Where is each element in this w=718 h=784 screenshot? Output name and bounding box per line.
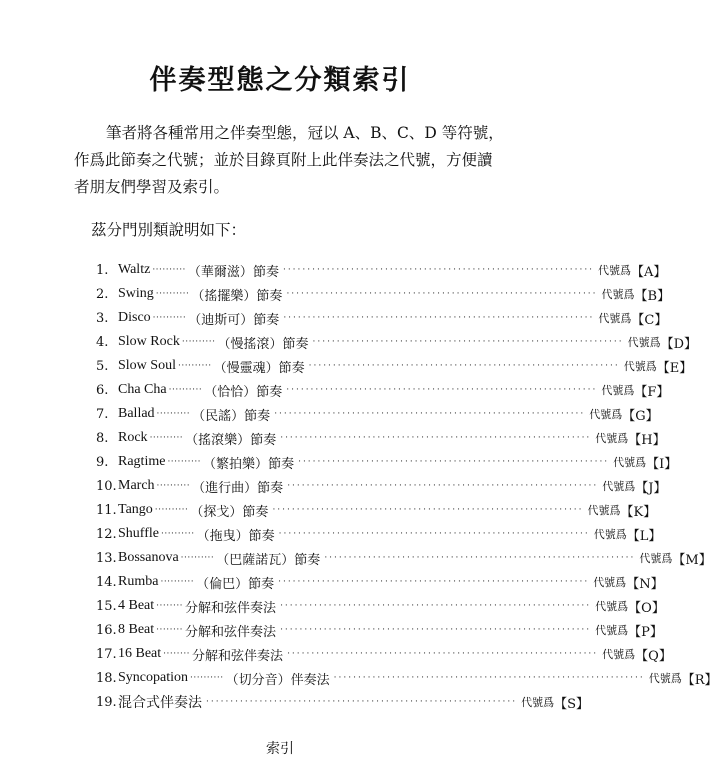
dot-leader: ·········· — [149, 433, 184, 443]
entry-name: March — [118, 478, 155, 493]
code-label: 代號爲 — [598, 264, 632, 277]
dot-leader: ································································ — [287, 481, 599, 491]
dot-leader: ·········· — [177, 361, 212, 371]
entry-style: 節奏 — [294, 552, 321, 568]
entry-number: 13. — [96, 550, 117, 566]
entry-number: 9. — [96, 454, 109, 470]
entry-name: 8 Beat — [118, 622, 155, 637]
dot-leader: ·········· — [180, 553, 215, 563]
dot-leader: ································································ — [280, 433, 592, 443]
code-label: 代號爲 — [595, 600, 629, 613]
code-label: 代號爲 — [627, 336, 661, 349]
entry-chinese-name: （搖擺樂） — [191, 288, 257, 304]
entry-style: 節奏 — [252, 264, 279, 280]
entry-number: 10. — [96, 478, 117, 494]
entry-chinese-name: （民謠） — [192, 408, 245, 424]
dot-leader: ·········· — [190, 673, 224, 683]
entry-style: 伴奏法 — [290, 672, 330, 688]
dot-leader: ·········· — [156, 481, 191, 491]
entry-code: 【L】 — [626, 528, 662, 544]
dot-leader: ································································ — [272, 505, 584, 515]
entry-name: Rock — [118, 430, 148, 445]
entry-name: 4 Beat — [118, 598, 155, 613]
code-label: 代號爲 — [601, 288, 635, 301]
entry-name: Rumba — [118, 574, 159, 589]
dot-leader: ································································ — [278, 529, 590, 539]
list-item — [96, 642, 672, 666]
entry-style: 節奏 — [248, 528, 275, 544]
code-label: 代號爲 — [639, 552, 673, 565]
dot-leader: ································································ — [298, 457, 610, 467]
intro-line-2: 作爲此節奏之代號；並於目錄頁附上此伴奏法之代號，方便讀 — [74, 151, 493, 169]
dot-leader: ································································ — [312, 337, 624, 347]
dot-leader: ································································ — [280, 625, 592, 635]
dot-leader: ································································ — [278, 577, 590, 587]
list-item — [96, 402, 659, 426]
entry-number: 11. — [96, 502, 117, 518]
dot-leader: ·········· — [156, 409, 191, 419]
dot-leader: ································································ — [282, 265, 595, 275]
code-label: 代號爲 — [613, 456, 647, 469]
entry-number: 14. — [96, 574, 117, 590]
entry-number: 12. — [96, 526, 117, 542]
entry-code: 【D】 — [660, 336, 698, 352]
accompaniment-index-list — [96, 258, 718, 714]
dot-leader: ································································ — [206, 697, 518, 707]
intro-line-3: 者朋友們學習及索引。 — [74, 178, 230, 196]
entry-style: 節奏 — [256, 384, 283, 400]
entry-name: Shuffle — [118, 526, 159, 541]
list-item — [96, 618, 663, 642]
dot-leader: ································································ — [286, 385, 598, 395]
entry-chinese-name: （切分音） — [225, 672, 291, 688]
entry-chinese-name: （迪斯可） — [188, 312, 254, 328]
list-item — [96, 690, 589, 714]
entry-name: Ballad — [118, 406, 155, 421]
list-item — [96, 306, 668, 330]
entry-number: 8. — [96, 430, 109, 446]
dot-leader: ········ — [156, 625, 184, 635]
dot-leader: ·········· — [155, 289, 190, 299]
dot-leader: ································································ — [283, 313, 595, 323]
entry-name: Tango — [118, 502, 153, 517]
code-label: 代號爲 — [648, 672, 682, 685]
code-label: 代號爲 — [602, 648, 636, 661]
list-item — [96, 570, 664, 594]
dot-leader: ·········· — [160, 529, 195, 539]
dot-leader: ·········· — [152, 313, 187, 323]
entry-number: 18. — [96, 670, 117, 686]
dot-leader: ········ — [156, 601, 184, 611]
entry-style: 分解和弦伴奏法 — [192, 648, 284, 664]
entry-number: 4. — [96, 334, 109, 350]
page-footer: 索引 — [266, 741, 294, 757]
entry-name: Ragtime — [118, 454, 166, 469]
code-label: 代號爲 — [602, 480, 636, 493]
entry-style: 節奏 — [257, 480, 284, 496]
entry-code: 【H】 — [628, 432, 666, 448]
entry-name: Disco — [118, 310, 151, 325]
entry-name: Syncopation — [118, 670, 188, 685]
entry-code: 【Q】 — [635, 648, 672, 664]
entry-code: 【B】 — [634, 288, 671, 304]
entry-code: 【E】 — [656, 360, 693, 376]
entry-style: 節奏 — [256, 288, 283, 304]
entry-number: 19. — [96, 694, 117, 710]
entry-number: 3. — [96, 310, 109, 326]
entry-chinese-name: （搖滾樂） — [185, 432, 251, 448]
list-item — [96, 426, 666, 450]
dot-leader: ································································ — [333, 673, 645, 683]
list-item — [96, 330, 698, 354]
entry-chinese-name: （探戈） — [190, 504, 243, 520]
code-label: 代號爲 — [593, 576, 627, 589]
entry-code: 【P】 — [628, 624, 663, 640]
dot-leader: ·········· — [168, 385, 203, 395]
entry-chinese-name: （進行曲） — [192, 480, 258, 496]
entry-style: 節奏 — [268, 456, 295, 472]
code-label: 代號爲 — [601, 384, 635, 397]
list-item — [96, 378, 670, 402]
code-label: 代號爲 — [589, 408, 623, 421]
intro-paragraph — [74, 120, 504, 201]
entry-code: 【A】 — [631, 264, 667, 280]
page-title: 伴奏型態之分類索引 — [149, 65, 411, 96]
list-subheading: 茲分門別類說明如下： — [91, 221, 247, 239]
entry-chinese-name: （華爾滋） — [187, 264, 253, 280]
entry-style: 節奏 — [278, 360, 305, 376]
dot-leader: ································································ — [324, 553, 636, 563]
entry-name: Slow Soul — [118, 358, 176, 373]
dot-leader: ································································ — [286, 289, 598, 299]
entry-name: Cha Cha — [118, 382, 167, 397]
dot-leader: ·········· — [154, 505, 189, 515]
entry-name: Slow Rock — [118, 334, 180, 349]
entry-style: 節奏 — [282, 336, 309, 352]
list-item — [96, 498, 657, 522]
dot-leader: ································································ — [287, 649, 599, 659]
entry-name: 混合式伴奏法 — [118, 696, 202, 711]
dot-leader: ·········· — [160, 577, 195, 587]
entry-chinese-name: （拖曳） — [196, 528, 249, 544]
entry-name: Bossanova — [118, 550, 179, 565]
entry-chinese-name: （恰恰） — [204, 384, 257, 400]
entry-style: 節奏 — [253, 312, 280, 328]
list-item — [96, 258, 667, 282]
entry-chinese-name: （巴薩諾瓦） — [216, 552, 295, 568]
entry-name: 16 Beat — [118, 646, 162, 661]
entry-code: 【G】 — [622, 408, 659, 424]
code-label: 代號爲 — [587, 504, 621, 517]
entry-style: 節奏 — [250, 432, 277, 448]
entry-number: 17. — [96, 646, 117, 662]
list-item — [96, 282, 671, 306]
entry-style: 節奏 — [242, 504, 269, 520]
code-label: 代號爲 — [521, 696, 555, 709]
entry-chinese-name: （倫巴） — [196, 576, 249, 592]
dot-leader: ································································ — [308, 361, 620, 371]
dot-leader: ································································ — [274, 409, 586, 419]
dot-leader: ········ — [163, 649, 191, 659]
entry-code: 【N】 — [626, 576, 664, 592]
entry-chinese-name: （慢靈魂） — [213, 360, 279, 376]
entry-style: 分解和弦伴奏法 — [185, 600, 277, 616]
entry-name: Waltz — [118, 262, 151, 277]
entry-number: 2. — [96, 286, 109, 302]
entry-code: 【C】 — [631, 312, 668, 328]
entry-code: 【R】 — [681, 672, 718, 688]
entry-chinese-name: （慢搖滾） — [217, 336, 283, 352]
list-item — [96, 354, 693, 378]
entry-number: 15. — [96, 598, 117, 614]
code-label: 代號爲 — [598, 312, 632, 325]
entry-style: 節奏 — [244, 408, 271, 424]
code-label: 代號爲 — [623, 360, 657, 373]
entry-code: 【S】 — [554, 696, 589, 712]
entry-code: 【F】 — [634, 384, 670, 400]
entry-number: 7. — [96, 406, 109, 422]
dot-leader: ································································ — [280, 601, 592, 611]
entry-code: 【J】 — [635, 480, 667, 496]
code-label: 代號爲 — [593, 528, 627, 541]
dot-leader: ·········· — [181, 337, 216, 347]
entry-code: 【O】 — [628, 600, 665, 616]
entry-number: 6. — [96, 382, 109, 398]
entry-name: Swing — [118, 286, 154, 301]
entry-chinese-name: （繁拍樂） — [203, 456, 269, 472]
code-label: 代號爲 — [595, 432, 629, 445]
intro-line-1: 筆者將各種常用之伴奏型態，冠以 A、B、C、D 等符號， — [106, 124, 504, 142]
list-item — [96, 546, 712, 570]
code-label: 代號爲 — [595, 624, 629, 637]
entry-number: 1. — [96, 262, 109, 278]
list-item — [96, 522, 662, 546]
list-item — [96, 474, 667, 498]
entry-style: 分解和弦伴奏法 — [185, 624, 277, 640]
dot-leader: ·········· — [152, 265, 186, 275]
entry-number: 5. — [96, 358, 109, 374]
list-item — [96, 666, 718, 690]
entry-style: 節奏 — [248, 576, 275, 592]
entry-code: 【I】 — [646, 456, 678, 472]
dot-leader: ·········· — [167, 457, 202, 467]
entry-number: 16. — [96, 622, 117, 638]
list-item — [96, 594, 665, 618]
entry-code: 【M】 — [672, 552, 712, 568]
entry-code: 【K】 — [620, 504, 657, 520]
list-item — [96, 450, 678, 474]
